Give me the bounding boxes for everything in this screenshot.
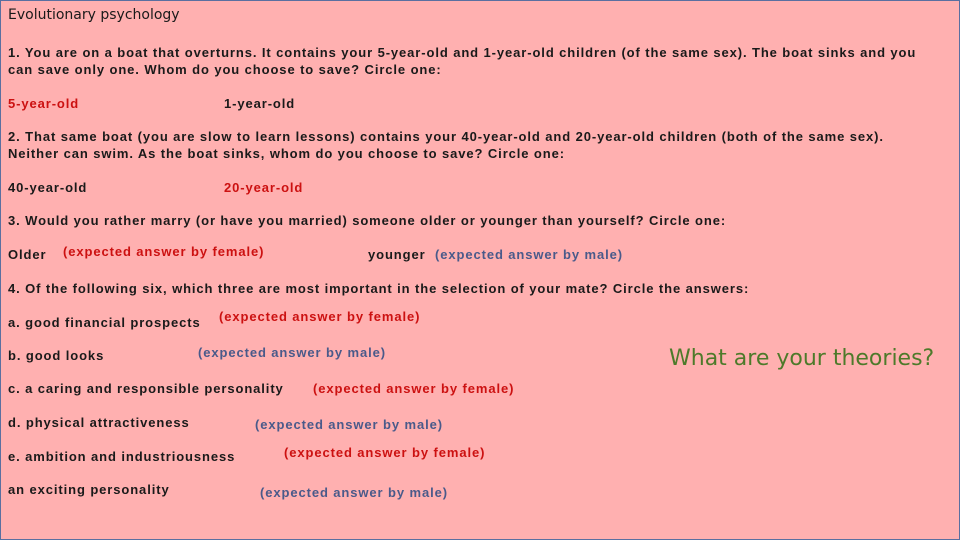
q3-option-younger: younger: [368, 247, 426, 262]
q4-item-a-note: (expected answer by female): [219, 309, 421, 324]
q1-option-5-year-old: 5-year-old: [8, 96, 80, 111]
q4-item-d: d. physical attractiveness: [8, 415, 190, 430]
question-4: 4. Of the following six, which three are most important in the selection of your mate? Circle the answers:: [8, 281, 750, 296]
q3-younger-note: (expected answer by male): [435, 247, 623, 262]
q4-item-f: an exciting personality: [8, 482, 170, 497]
q4-item-f-note: (expected answer by male): [260, 485, 448, 500]
q4-item-d-note: (expected answer by male): [255, 417, 443, 432]
q4-item-c-note: (expected answer by female): [313, 381, 515, 396]
q4-item-e: e. ambition and industriousness: [8, 449, 236, 464]
q2-option-20-year-old: 20-year-old: [224, 180, 304, 195]
q4-item-b: b. good looks: [8, 348, 105, 363]
q1-option-1-year-old: 1-year-old: [224, 96, 296, 111]
q4-item-e-note: (expected answer by female): [284, 445, 486, 460]
q4-item-c: c. a caring and responsible personality: [8, 381, 284, 396]
slide-title: Evolutionary psychology: [8, 7, 180, 23]
q3-older-note: (expected answer by female): [63, 244, 265, 259]
q4-item-b-note: (expected answer by male): [198, 345, 386, 360]
q4-item-a: a. good financial prospects: [8, 315, 201, 330]
question-1: 1. You are on a boat that overturns. It contains your 5-year-old and 1-year-old children (of the same sex). The boat sinks and you can save only one. Whom do you choose to save? Circle one:: [8, 45, 917, 77]
question-2: 2. That same boat (you are slow to learn lessons) contains your 40-year-old and 20-year-old children (both of the same sex). Neither can swim. As the boat sinks, whom do you choose to save? Circle one:: [8, 129, 884, 161]
q3-option-older: Older: [8, 247, 47, 262]
question-3: 3. Would you rather marry (or have you married) someone older or younger than yourself? Circle one:: [8, 213, 727, 228]
q2-option-40-year-old: 40-year-old: [8, 180, 88, 195]
side-note: What are your theories?: [669, 346, 935, 371]
